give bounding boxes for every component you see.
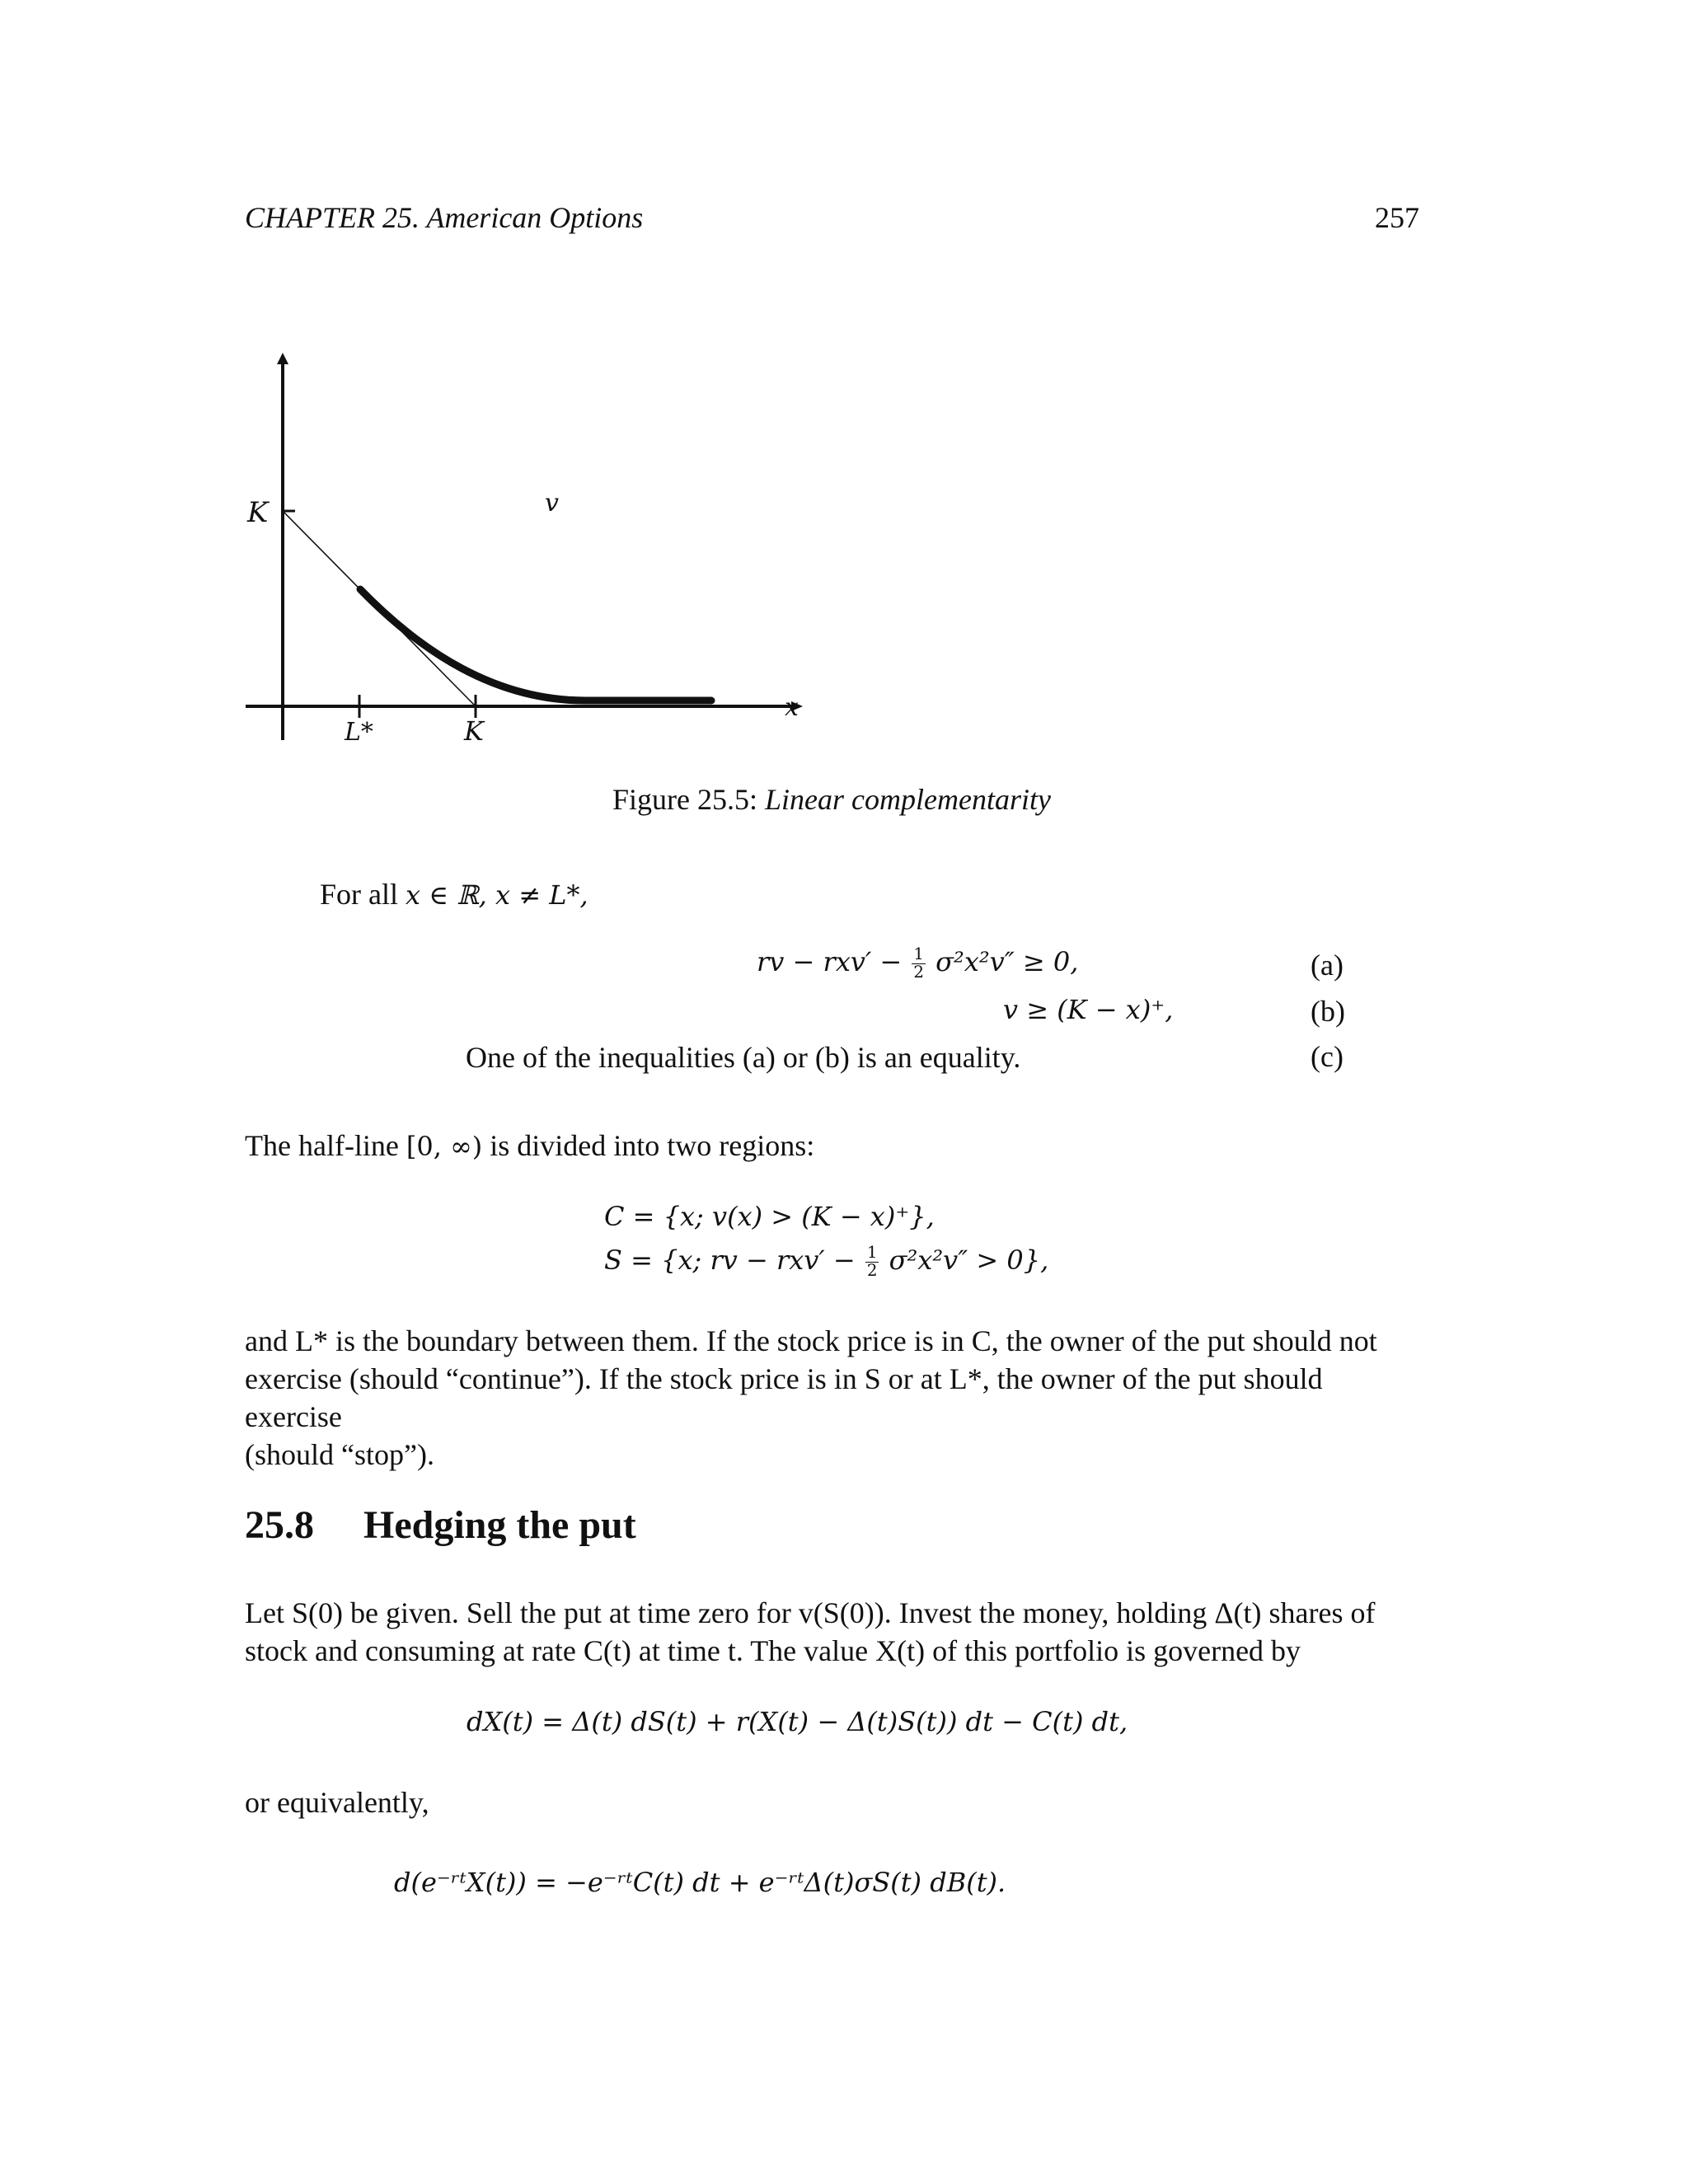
fraction-half-2 [865,1244,879,1280]
chapter-header: CHAPTER 25. American Options [245,201,644,234]
y-axis-arrow [277,353,288,364]
half-line-pre: The half-line [245,1129,399,1162]
half-line-post: is divided into two regions: [490,1129,815,1162]
frac-numerator: 1 [913,944,924,964]
or-equivalently: or equivalently, [245,1786,429,1819]
tag-a: (a) [1311,949,1343,982]
boundary-line-2: exercise (should “continue”). If the stock price is in S or at L*, the owner of the put should exercise [245,1362,1323,1433]
frac-denominator: 2 [913,963,924,982]
page-number: 257 [1375,201,1419,234]
frac-denominator-2: 2 [866,1261,878,1280]
y-tick-label-k: K [247,496,269,529]
curve-label-v: v [545,489,559,518]
tag-c: (c) [1311,1040,1343,1073]
figure-caption [612,781,1051,818]
for-all-prefix: For all [320,878,398,911]
caption-prefix: Figure 25.5: [612,783,757,816]
for-all-math: x ∈ ℝ, x ≠ L*, [406,879,588,911]
boundary-line-3: (should “stop”). [245,1438,434,1471]
ineq-a-left: rv − rxv′ − [757,946,903,977]
ineq-a-right: σ²x²v″ ≥ 0, [935,946,1079,977]
inequality-b: v ≥ (K − x)⁺, [1003,994,1174,1025]
portfolio-equation: dX(t) = Δ(t) dS(t) + r(X(t) − Δ(t)S(t)) dt − C(t) dt, [467,1706,1128,1737]
inequality-c: One of the inequalities (a) or (b) is an equality. [466,1041,1021,1074]
x-tick-label-lstar: L* [345,718,373,747]
region-s-right: σ²x²v″ > 0}, [889,1244,1049,1276]
section-number: 25.8 [245,1503,314,1547]
linear-complementarity-figure [231,346,824,758]
for-all-line [320,876,588,913]
frac-numerator-2: 1 [866,1243,878,1263]
tag-b: (b) [1311,995,1345,1028]
region-s-left: S = {x; rv − rxv′ − [604,1244,856,1276]
hedge-line-2: stock and consuming at rate C(t) at time t. The value X(t) of this portfolio is governed by [245,1634,1301,1667]
value-curve [360,589,711,701]
section-heading [245,1502,636,1548]
inequality-a [757,946,1078,982]
hedging-paragraph [245,1594,1423,1670]
half-line-sentence [245,1127,814,1165]
boundary-paragraph [245,1322,1423,1474]
region-s-definition [604,1244,1048,1280]
x-axis-label: x [785,693,799,722]
fraction-half [912,946,926,982]
x-tick-label-k: K [464,715,484,747]
boundary-line-1: and L* is the boundary between them. If the stock price is in C, the owner of the put should not [245,1324,1377,1357]
section-title: Hedging the put [363,1503,636,1547]
half-line-math: [0, ∞) [406,1131,483,1162]
discounted-portfolio-equation: d(e⁻ʳᵗX(t)) = −e⁻ʳᵗC(t) dt + e⁻ʳᵗΔ(t)σS(t) dB(t). [394,1867,1006,1898]
caption-title: Linear complementarity [765,783,1051,816]
region-c-definition: C = {x; v(x) > (K − x)⁺}, [604,1201,935,1232]
hedge-line-1: Let S(0) be given. Sell the put at time zero for v(S(0)). Invest the money, holding Δ(t) shares of [245,1596,1376,1629]
